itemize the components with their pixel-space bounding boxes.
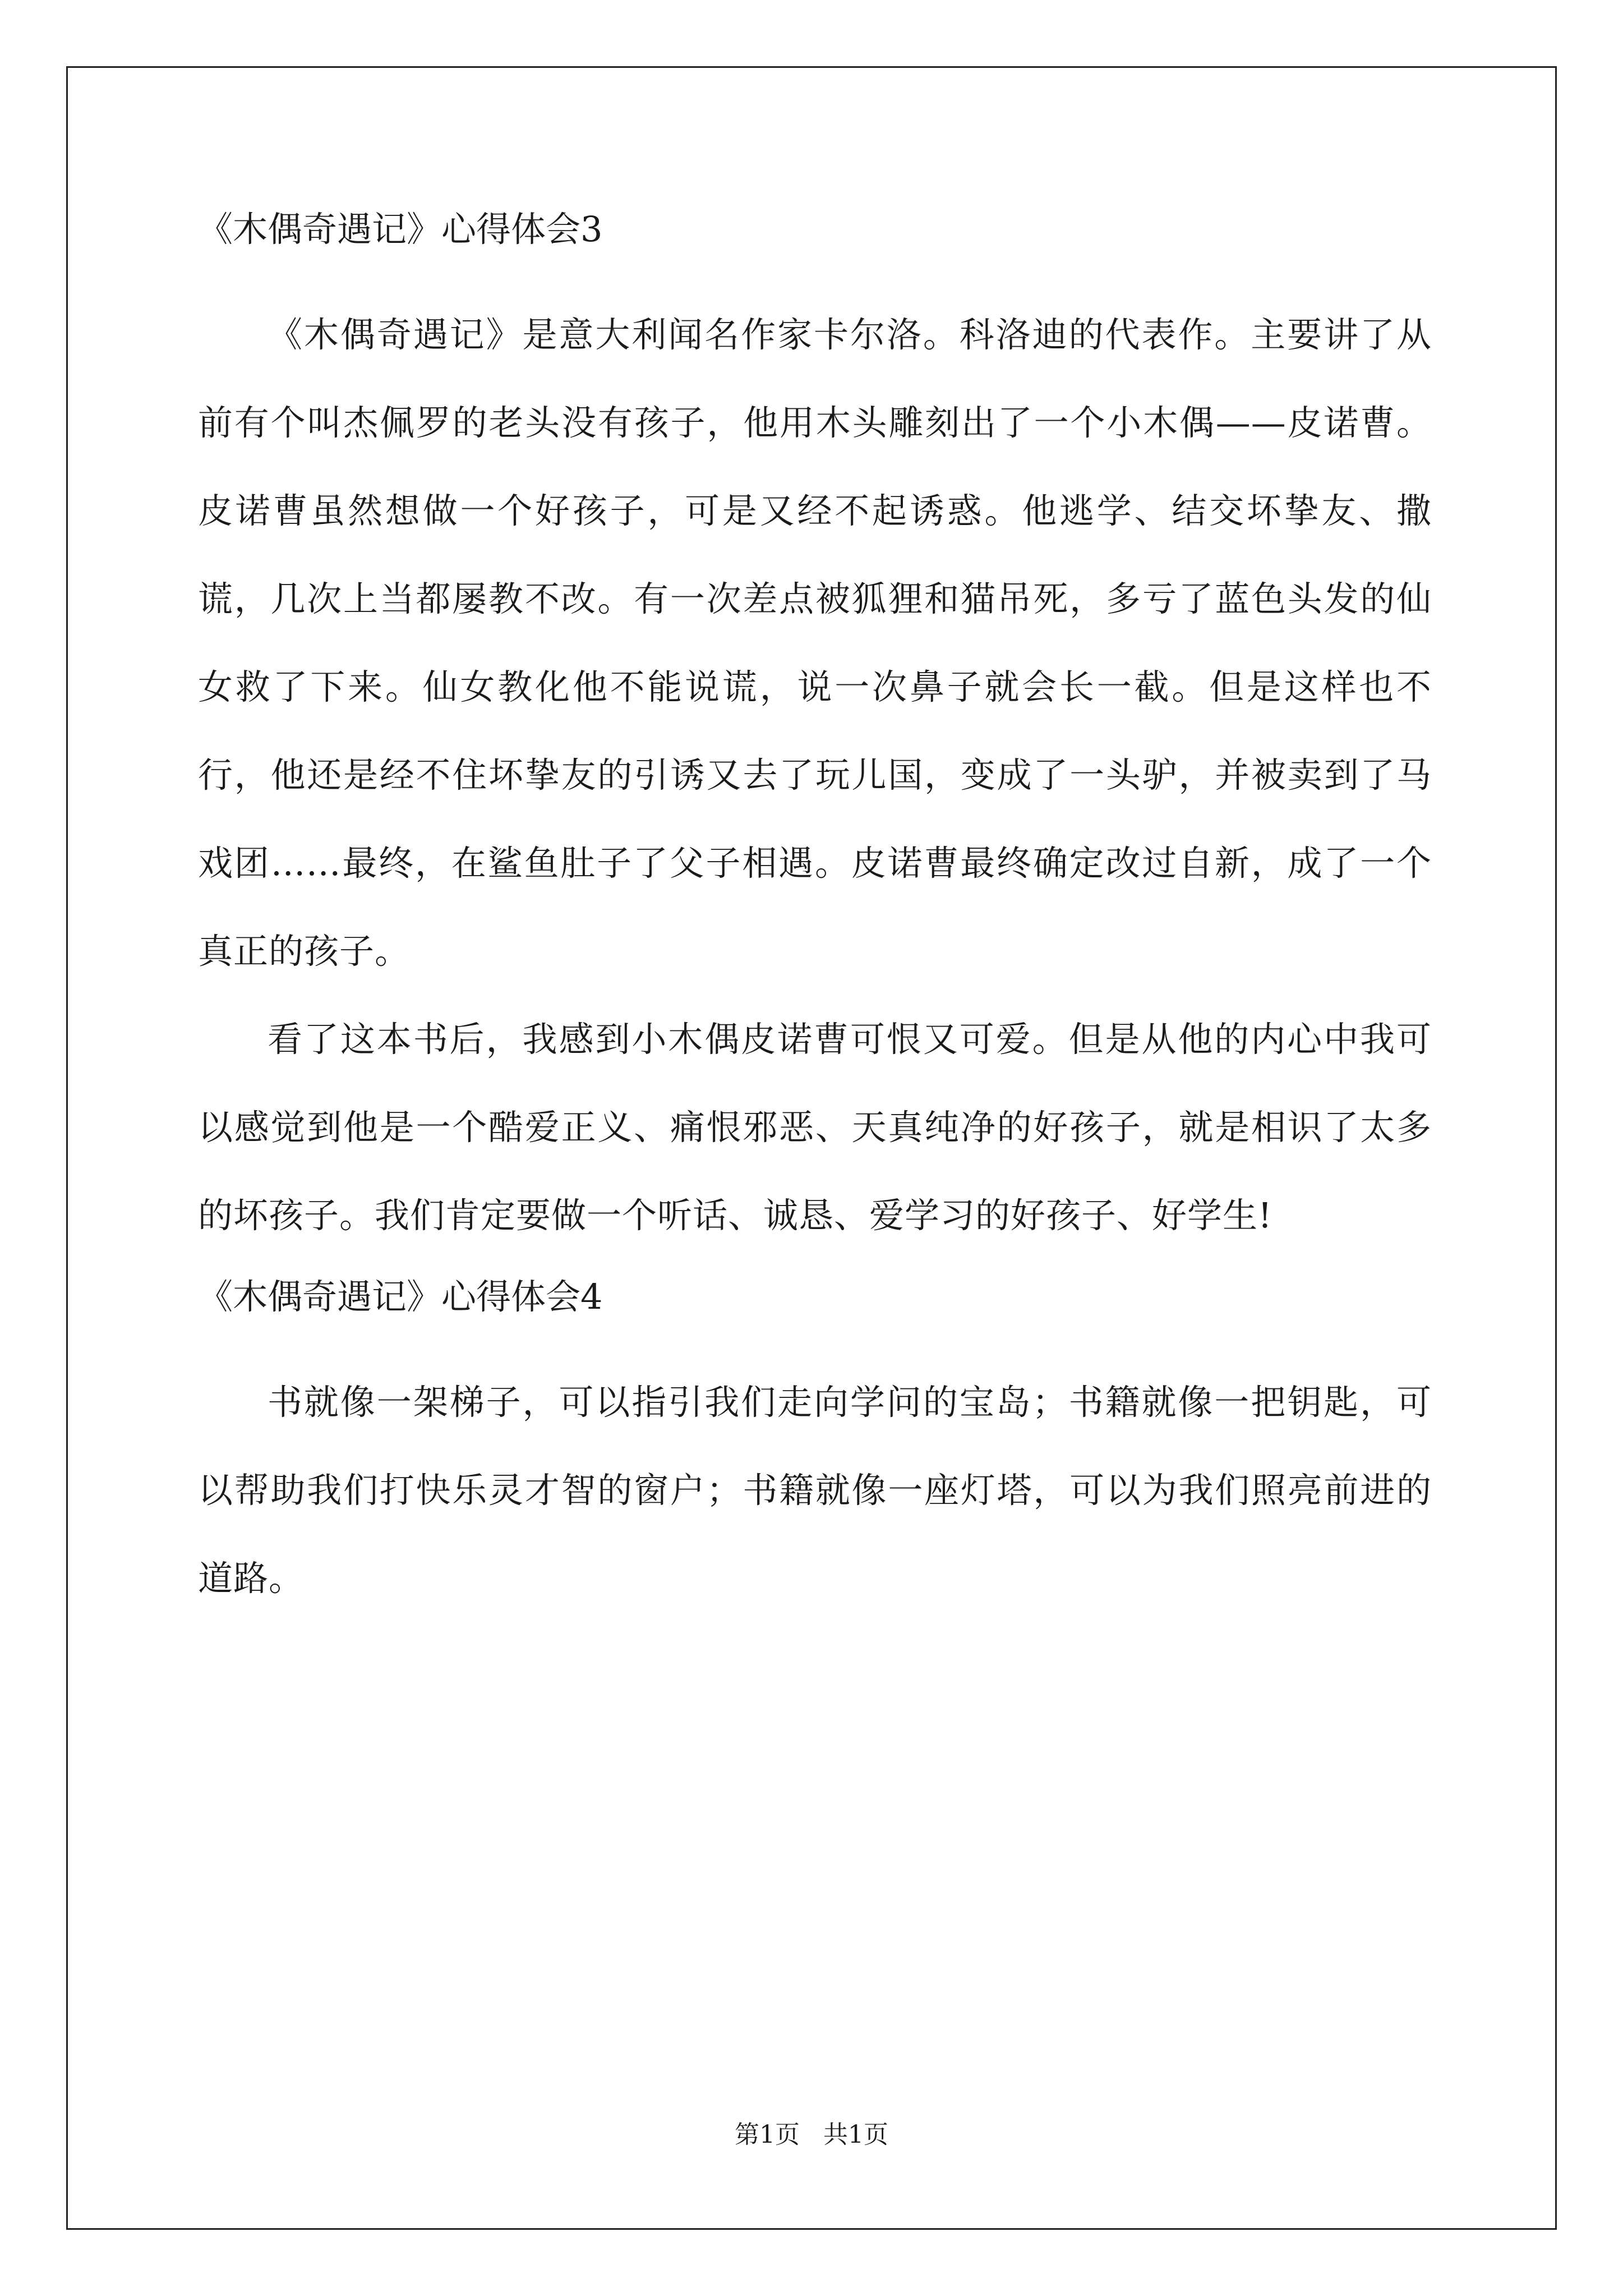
section-4 <box>198 1275 1432 1622</box>
section-3-paragraph-2: 看了这本书后，我感到小木偶皮诺曹可恨又可爱。但是从他的内心中我可以感觉到他是一个酷爱正义、痛恨邪恶、天真纯净的好孩子，就是相识了太多的坏孩子。我们肯定要做一个听话、诚恳、爱学习的好孩子、好学生! <box>198 1019 1432 1236</box>
section-3-paragraph-1: 《木偶奇遇记》是意大利闻名作家卡尔洛。科洛迪的代表作。主要讲了从前有个叫杰佩罗的老头没有孩子，他用木头雕刻出了一个小木偶——皮诺曹。皮诺曹虽然想做一个好孩子，可是又经不起诱惑。他逃学、结交坏挚友、撒谎，几次上当都屡教不改。有一次差点被狐狸和猫吊死，多亏了蓝色头发的仙女救了下来。仙女教化他不能说谎，说一次鼻子就会长一截。但是这样也不行，他还是经不住坏挚友的引诱又去了玩儿国，变成了一头驴，并被卖到了马戏团……最终，在鲨鱼肚子了父子相遇。皮诺曹最终确定改过自新，成了一个真正的孩子。 <box>198 314 1432 972</box>
section-title-3: 《木偶奇遇记》心得体会3 <box>198 209 603 250</box>
section-4-paragraph-1: 书就像一架梯子，可以指引我们走向学问的宝岛；书籍就像一把钥匙，可以帮助我们打快乐灵才智的窗户；书籍就像一座灯塔，可以为我们照亮前进的道路。 <box>198 1382 1432 1599</box>
section-title-4: 《木偶奇遇记》心得体会4 <box>198 1276 603 1317</box>
section-3 <box>198 208 1432 1259</box>
document-body <box>198 208 1432 1622</box>
page-number-footer: 第1页 共1页 <box>735 2120 888 2149</box>
